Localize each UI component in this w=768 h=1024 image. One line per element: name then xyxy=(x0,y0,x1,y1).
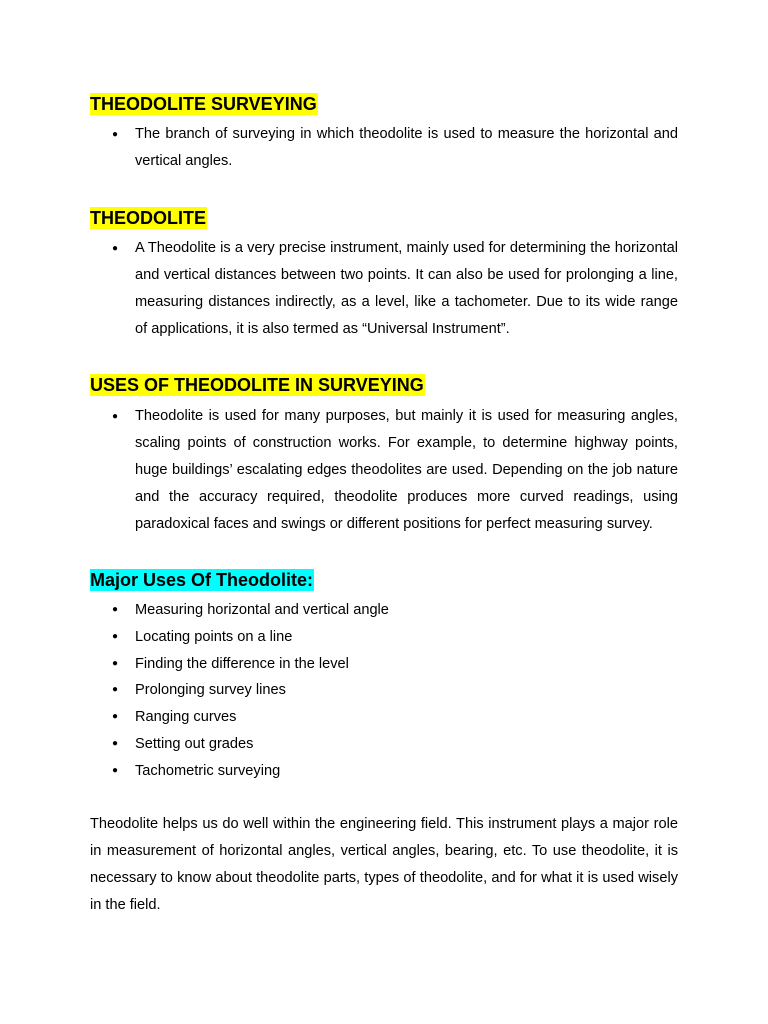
major-uses-list xyxy=(90,597,678,785)
list-item: ● A Theodolite is a very precise instrument, mainly used for determining the horizontal and vertical distances between two points. It can also be used for prolonging a line, measuring distances indirectly, as a level, like a tachometer. Due to its wide range of applications, it is also termed as “Universal Instrument”. xyxy=(90,235,678,343)
list-item: ● Ranging curves xyxy=(90,704,678,731)
list-item: ● Measuring horizontal and vertical angle xyxy=(90,597,678,624)
heading-uses-of-theodolite xyxy=(90,374,425,396)
heading-major-uses xyxy=(90,569,314,591)
list-item: ● Setting out grades xyxy=(90,731,678,758)
list-item: ● Prolonging survey lines xyxy=(90,677,678,704)
list-item: ● Finding the difference in the level xyxy=(90,651,678,678)
list-item: ● The branch of surveying in which theodolite is used to measure the horizontal and vertical angles. xyxy=(90,121,678,175)
heading-text: THEODOLITE SURVEYING xyxy=(90,94,317,114)
heading-text: Major Uses Of Theodolite: xyxy=(90,570,314,590)
closing-paragraph: Theodolite helps us do well within the engineering field. This instrument plays a major role in measurement of horizontal angles, vertical angles, bearing, etc. To use theodolite, it is necessary to know about theodolite parts, types of theodolite, and for what it is used wisely in the field. xyxy=(90,816,678,913)
list-item: ● Tachometric surveying xyxy=(90,758,678,785)
theodolite-definition-list xyxy=(90,235,678,343)
heading-theodolite xyxy=(90,207,207,229)
heading-text: THEODOLITE xyxy=(90,208,206,228)
uses-of-theodolite-list xyxy=(90,403,678,538)
heading-theodolite-surveying xyxy=(90,93,318,115)
heading-text: USES OF THEODOLITE IN SURVEYING xyxy=(90,375,424,395)
list-item: ● Theodolite is used for many purposes, but mainly it is used for measuring angles, scaling points of construction works. For example, to determine highway points, huge buildings’ escalating edges theodolites are used. Depending on the job nature and the accuracy required, theodolite produces more curved readings, using paradoxical faces and swings or different positions for perfect measuring survey. xyxy=(90,403,678,538)
theodolite-surveying-list xyxy=(90,121,678,175)
list-item: ● Locating points on a line xyxy=(90,624,678,651)
